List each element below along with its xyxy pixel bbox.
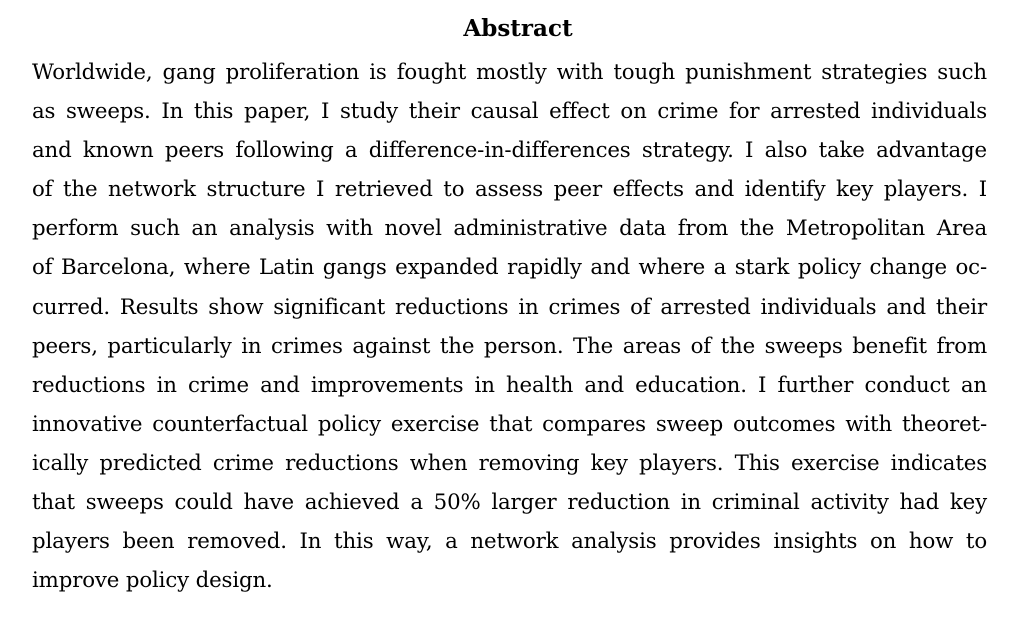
abstract-line: of the network structure I retrieved to assess peer effects and identify key players. I — [32, 177, 987, 203]
abstract-line: and known peers following a difference-in-differences strategy. I also take advantage — [32, 138, 987, 164]
abstract-body — [32, 55, 987, 602]
abstract-line: perform such an analysis with novel administrative data from the Metropolitan Area — [32, 216, 987, 242]
abstract-line: as sweeps. In this paper, I study their causal effect on crime for arrested individuals — [32, 99, 987, 125]
abstract-title: Abstract — [463, 15, 573, 42]
abstract-line: innovative counterfactual policy exercise that compares sweep outcomes with theoret- — [32, 411, 987, 437]
abstract-line: that sweeps could have achieved a 50% larger reduction in criminal activity had key — [32, 490, 987, 516]
abstract-line: Worldwide, gang proliferation is fought mostly with tough punishment strategies such — [32, 60, 987, 85]
abstract-line: improve policy design. — [32, 568, 273, 594]
abstract-line: players been removed. In this way, a network analysis provides insights on how to — [32, 529, 987, 555]
abstract-line: peers, particularly in crimes against the person. The areas of the sweeps benefit from — [32, 333, 987, 359]
abstract-line: ically predicted crime reductions when removing key players. This exercise indicates — [32, 450, 987, 476]
abstract-line: curred. Results show significant reductions in crimes of arrested individuals and their — [32, 294, 987, 320]
abstract-line: of Barcelona, where Latin gangs expanded rapidly and where a stark policy change oc- — [32, 255, 987, 281]
abstract-line: reductions in crime and improvements in health and education. I further conduct an — [32, 372, 987, 398]
